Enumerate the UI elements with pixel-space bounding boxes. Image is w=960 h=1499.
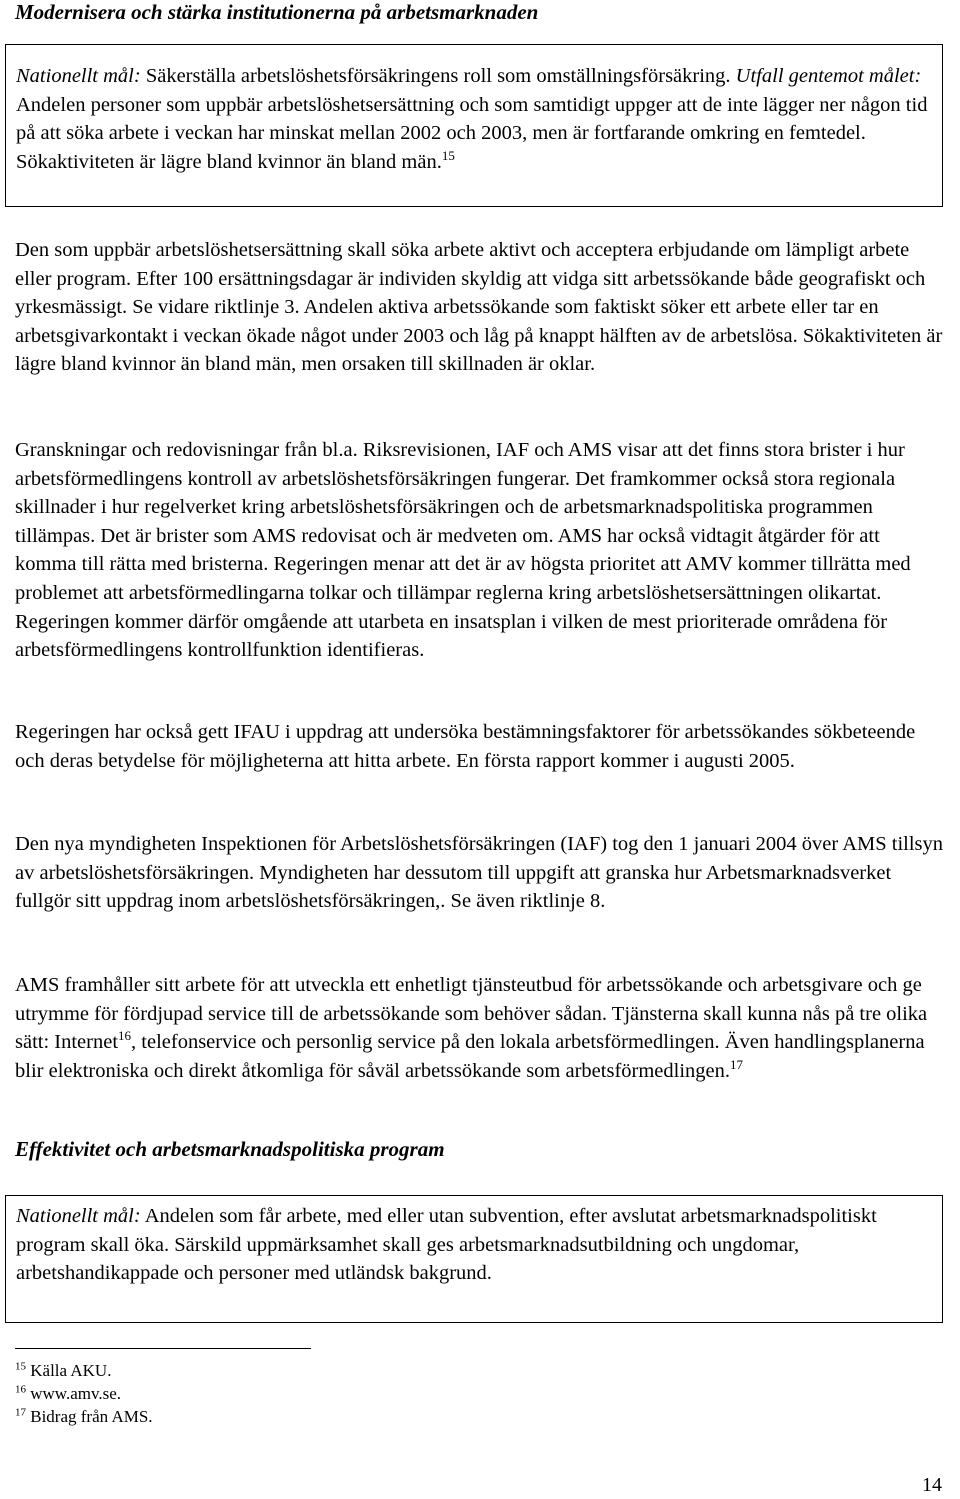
goal-text: Andelen som får arbete, med eller utan subvention, efter avslutat arbetsmarknadspolitiskt program skall öka. Särskild uppmärksamhet skall ges arbetsmarknadsutbildning och ungdomar, arbetshandikappade och personer med utländsk bakgrund. [16, 1205, 877, 1285]
goal-label: Nationellt mål: [16, 65, 141, 87]
paragraph-ams-services [15, 971, 945, 1085]
goal-box-programs-text [16, 1202, 928, 1288]
footnote [15, 1359, 153, 1382]
paragraph-ams-services-part1: AMS framhåller sitt arbete för att utveckla ett enhetligt tjänsteutbud för arbetssökande och arbetsgivare och ge utrymme för fördjupad service till de arbetssökande som behöver sådan. Tjänsterna skall kunna nås på tre olika sätt: Internet [15, 974, 928, 1054]
footnote [15, 1405, 153, 1428]
footnote-number: 16 [15, 1383, 26, 1396]
paragraph-iaf: Den nya myndigheten Inspektionen för Arbetslöshetsförsäkringen (IAF) tog den 1 januari 2004 över AMS tillsyn av arbetslöshetsförsäkringen. Myndigheten har dessutom till uppgift att granska hur Arbetsmarknadsverket fullgör sitt uppdrag inom arbetslöshetsförsäkringen,. Se även riktlinje 8. [15, 833, 944, 913]
footnotes [15, 1359, 153, 1428]
section-heading-efficiency: Effektivitet och arbetsmarknadspolitiska program [15, 1137, 445, 1161]
paragraph-audits: Granskningar och redovisningar från bl.a. Riksrevisionen, IAF och AMS visar att det finns stora brister i hur arbetsförmedlingens kontroll av arbetslöshetsförsäkringen fungerar. Det framkommer också stora regionala skillnader i hur regelverket kring arbetslöshetsförsäkringen och de arbetsmarknadspolitiska programmen tillämpas. Det är brister som AMS redovisat och är medveten om. AMS har också vidtagit åtgärder för att komma till rätta med bristerna. Regeringen menar att det är av högsta prioritet att AMV kommer tillrätta med problemet att arbetsförmedlingarna tolkar och tillämpar reglerna kring arbetslöshetsersättningen olikartat. Regeringen kommer därför omgående att utarbeta en insatsplan i vilken de mest prioriterade områdena för arbetsförmedlingens kontrollfunktion identifieras. [15, 439, 911, 662]
outcome-text: Andelen personer som uppbär arbetslöshetsersättning och som samtidigt uppger att de inte lägger ner någon tid på att söka arbete i veckan har minskat mellan 2002 och 2003, men är fortfarande omkring en femtedel. Sökaktiviteten är lägre bland kvinnor än bland män. [16, 93, 928, 173]
footnote-text: Källa AKU. [30, 1361, 112, 1380]
footnote-text: Bidrag från AMS. [30, 1407, 153, 1426]
section-heading-institutions: Modernisera och stärka institutionerna på arbetsmarknaden [15, 0, 539, 24]
goal-box-text [16, 62, 928, 176]
goal-label: Nationellt mål: [16, 1205, 141, 1227]
goal-text: Säkerställa arbetslöshetsförsäkringens roll som omställningsförsäkring. [145, 65, 731, 87]
footnote-ref-16: 16 [118, 1028, 132, 1044]
outcome-label: Utfall gentemot målet: [735, 65, 922, 87]
footnote-separator [15, 1348, 311, 1349]
footnote-number: 15 [15, 1360, 26, 1373]
paragraph-ams-services-part2: , telefonservice och personlig service på den lokala arbetsförmedlingen. Även handlingsplanerna blir elektroniska och direkt åtkomliga för såväl arbetssökande som arbetsförmedlingen. [15, 1031, 925, 1082]
footnote-number: 17 [15, 1406, 26, 1419]
footnote [15, 1382, 153, 1405]
page-number: 14 [922, 1474, 942, 1496]
footnote-text: www.amv.se. [30, 1384, 122, 1403]
goal-box-programs [5, 1195, 943, 1323]
paragraph-ifau: Regeringen har också gett IFAU i uppdrag att undersöka bestämningsfaktorer för arbetssökandes sökbeteende och deras betydelse för möjligheterna att hitta arbete. En första rapport kommer i augusti 2005. [15, 721, 916, 772]
footnote-ref-15: 15 [441, 147, 455, 163]
footnote-ref-17: 17 [730, 1056, 744, 1072]
goal-box-unemployment-insurance [5, 44, 943, 207]
paragraph-job-search: Den som uppbär arbetslöshetsersättning skall söka arbete aktivt och acceptera erbjudande om lämpligt arbete eller program. Efter 100 ersättningsdagar är individen skyldig att vidga sitt arbetssökande både geografiskt och yrkesmässigt. Se vidare riktlinje 3. Andelen aktiva arbetssökande som faktiskt söker ett arbete eller tar en arbetsgivarkontakt i veckan ökade något under 2003 och låg på knappt hälften av de arbetslösa. Sökaktiviteten är lägre bland kvinnor än bland män, men orsaken till skillnaden är oklar. [15, 239, 943, 376]
